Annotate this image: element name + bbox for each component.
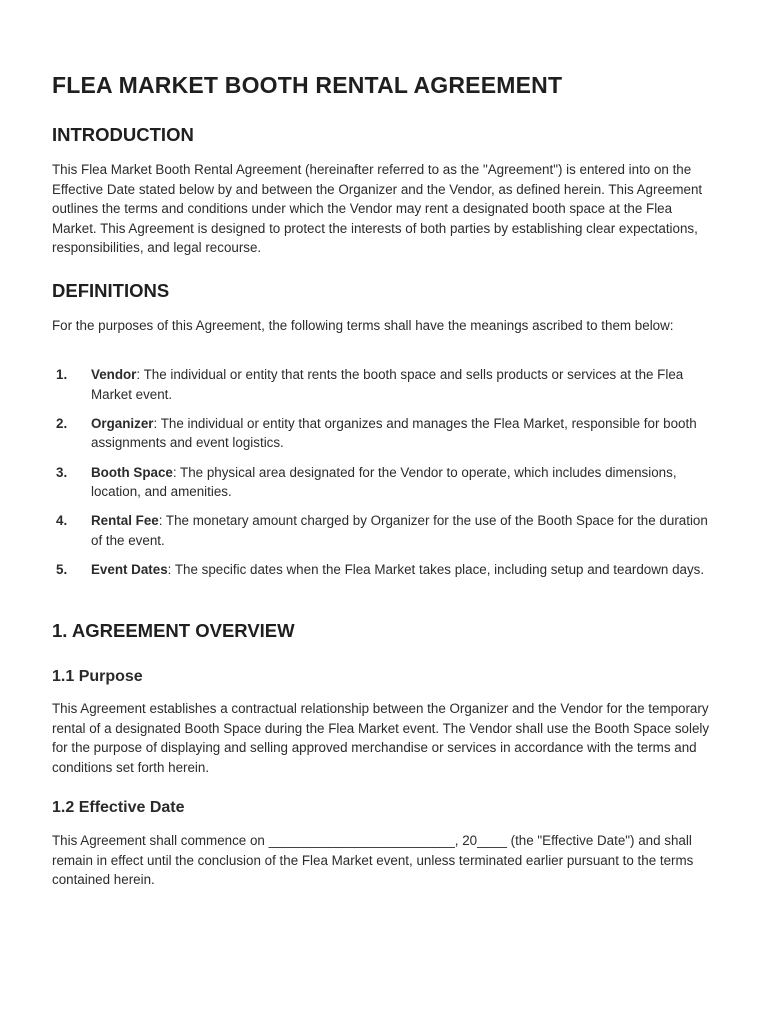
introduction-heading: INTRODUCTION — [52, 124, 194, 145]
definition-term: Organizer — [91, 415, 154, 431]
definitions-intro: For the purposes of this Agreement, the following terms shall have the meanings ascribed to them below: — [52, 318, 674, 333]
definitions-list — [52, 365, 720, 589]
introduction-paragraph: This Flea Market Booth Rental Agreement (hereinafter referred to as the "Agreement") is entered into on the Effective Date stated below by and between the Organizer and the Vendor, as defined herein. This Agreement outlines the terms and conditions under which the Vendor may rent a designated booth space at the Flea Market. This Agreement is designed to protect the interests of both parties by establishing clear expectations, responsibilities, and legal recourse. — [52, 162, 703, 256]
definition-term: Event Dates — [91, 562, 168, 578]
definition-text: : The individual or entity that rents the booth space and sells products or services at the Flea Market event. — [91, 367, 684, 402]
definition-number: 2. — [56, 415, 68, 431]
definition-text: : The monetary amount charged by Organizer for the use of the Booth Space for the duration of the event. — [91, 513, 708, 548]
purpose-heading: 1.1 Purpose — [52, 668, 143, 685]
agreement-overview-heading: 1. AGREEMENT OVERVIEW — [52, 620, 295, 641]
definition-term: Booth Space — [91, 464, 173, 480]
definitions-heading: DEFINITIONS — [52, 280, 170, 301]
definition-number: 3. — [56, 464, 68, 480]
definition-number: 5. — [56, 562, 68, 578]
definition-item — [52, 560, 720, 580]
purpose-paragraph: This Agreement establishes a contractual relationship between the Organizer and the Vendor for the temporary rental of a designated Booth Space during the Flea Market event. The Vendor shall use the Booth Space solely for the purpose of displaying and selling approved merchandise or services in accordance with the terms and conditions set forth herein. — [52, 701, 710, 775]
definition-item — [52, 365, 720, 404]
definition-number: 4. — [56, 513, 68, 529]
document-title: FLEA MARKET BOOTH RENTAL AGREEMENT — [52, 72, 563, 98]
definition-text: : The individual or entity that organizes and manages the Flea Market, responsible for booth assignments and event logistics. — [91, 415, 697, 451]
definition-term: Rental Fee — [91, 513, 159, 529]
definition-term: Vendor — [91, 367, 137, 382]
definition-text: : The specific dates when the Flea Market takes place, including setup and teardown days. — [167, 562, 705, 578]
definition-item — [52, 511, 720, 550]
definition-item — [52, 414, 720, 453]
effective-date-paragraph: This Agreement shall commence on _________________________, 20____ (the "Effective Date") and shall remain in effect until the conclusion of the Flea Market event, unless terminated earlier pursuant to the terms contained herein. — [52, 833, 694, 888]
definition-number: 1. — [56, 367, 68, 382]
definition-text: : The physical area designated for the Vendor to operate, which includes dimensions, location, and amenities. — [91, 464, 677, 500]
effective-date-heading: 1.2 Effective Date — [52, 799, 185, 816]
definition-item — [52, 463, 720, 502]
